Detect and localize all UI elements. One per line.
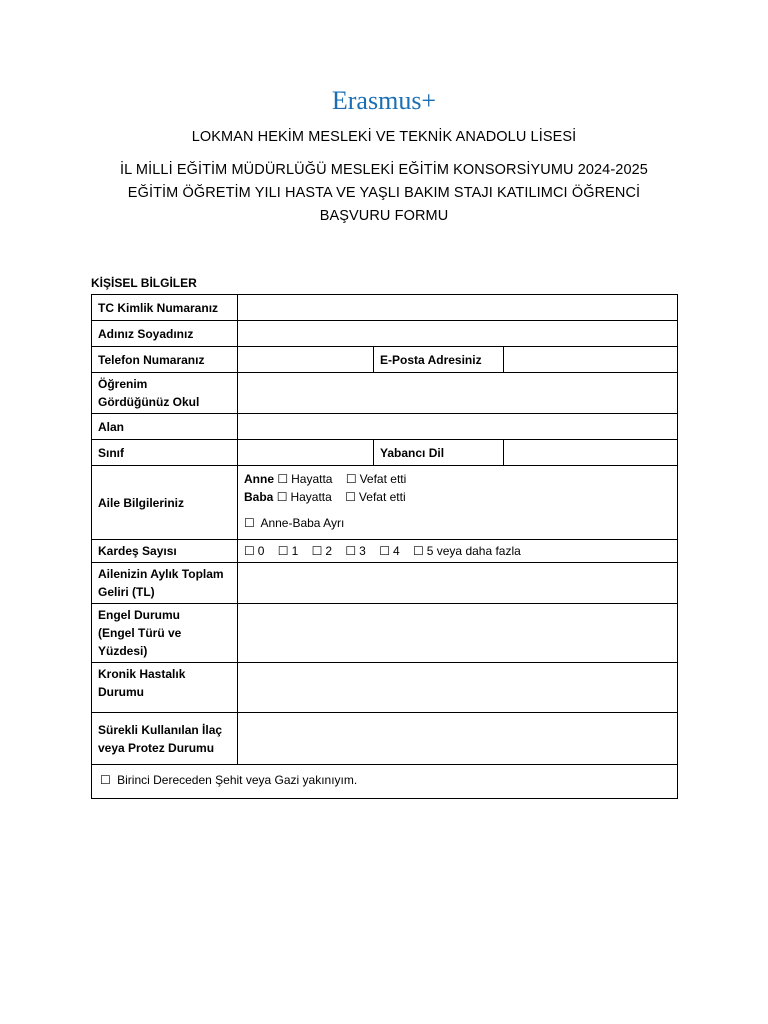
language-label: Yabancı Dil [374,440,504,466]
section-heading: KİŞİSEL BİLGİLER [91,276,197,290]
sibling-option: 2 [325,544,333,558]
checkbox-icon[interactable]: ☐ [345,490,356,504]
divorced-label: Anne-Baba Ayrı [260,516,345,530]
table-row [92,604,678,663]
form-title-line-2: EĞİTİM ÖĞRETİM YILI HASTA VE YAŞLI BAKIM STAJI KATILIMCI ÖĞRENCİ [127,185,641,201]
martyr-label: Birinci Dereceden Şehit veya Gazi yakınıyım. [117,773,358,787]
disability-label: Engel Durumu (Engel Türü ve Yüzdesi) [92,604,238,663]
class-label: Sınıf [92,440,238,466]
email-label: E-Posta Adresiniz [374,347,504,373]
table-row [92,713,678,765]
school-label: Öğrenim Gördüğünüz Okul [92,373,238,414]
siblings-options [238,540,678,563]
checkbox-icon[interactable]: ☐ [244,516,255,530]
chronic-field[interactable] [238,663,678,713]
table-row [92,321,678,347]
checkbox-icon[interactable]: ☐ [345,472,357,486]
class-field[interactable] [238,440,374,466]
tc-field[interactable] [238,295,678,321]
medication-field[interactable] [238,713,678,765]
table-row [92,466,678,540]
sibling-option: 1 [291,544,299,558]
tc-label: TC Kimlik Numaranız [92,295,238,321]
checkbox-icon[interactable]: ☐ [100,773,111,787]
checkbox-icon[interactable]: ☐ [311,544,323,558]
table-row [92,765,678,799]
chronic-label: Kronik Hastalık Durumu [92,663,238,713]
table-row [92,540,678,563]
form-title-line-3: BAŞVURU FORMU [319,208,449,224]
name-field[interactable] [238,321,678,347]
family-label: Aile Bilgileriniz [92,466,238,540]
checkbox-icon[interactable]: ☐ [379,544,390,558]
phone-label: Telefon Numaranız [92,347,238,373]
disability-field[interactable] [238,604,678,663]
field-label: Alan [92,414,238,440]
checkbox-icon[interactable]: ☐ [277,472,289,486]
table-row [92,663,678,713]
father-deceased-label: Vefat etti [358,490,406,504]
income-label: Ailenizin Aylık Toplam Geliri (TL) [92,563,238,604]
personal-info-table [91,294,678,799]
school-name: LOKMAN HEKİM MESLEKİ VE TEKNİK ANADOLU LİSESİ [191,129,577,145]
sibling-option: 0 [257,544,265,558]
checkbox-icon[interactable]: ☐ [277,544,289,558]
table-row [92,295,678,321]
martyr-row [92,765,678,799]
table-row [92,440,678,466]
erasmus-logo: Erasmus+ [331,86,437,115]
sibling-option: 3 [359,544,366,558]
siblings-label: Kardeş Sayısı [92,540,238,563]
mother-alive-label: Hayatta [291,472,333,486]
income-field[interactable] [238,563,678,604]
mother-deceased-label: Vefat etti [359,472,407,486]
sibling-option: 4 [392,544,400,558]
school-field[interactable] [238,373,678,414]
sibling-option: 5 veya daha fazla [426,544,521,558]
medication-label: Sürekli Kullanılan İlaç veya Protez Durumu [92,713,238,765]
mother-label: Anne [244,472,274,486]
phone-field[interactable] [238,347,374,373]
table-row [92,347,678,373]
father-alive-label: Hayatta [290,490,332,504]
table-row [92,373,678,414]
name-label: Adınız Soyadınız [92,321,238,347]
checkbox-icon[interactable]: ☐ [412,544,424,558]
language-field[interactable] [504,440,678,466]
table-row [92,563,678,604]
father-label: Baba [244,490,274,504]
checkbox-icon[interactable]: ☐ [276,490,288,504]
checkbox-icon[interactable]: ☐ [244,544,255,558]
table-row [92,414,678,440]
email-field[interactable] [504,347,678,373]
checkbox-icon[interactable]: ☐ [345,544,357,558]
form-title-line-1: İL MİLLİ EĞİTİM MÜDÜRLÜĞÜ MESLEKİ EĞİTİM KONSORSİYUMU 2024-2025 [120,162,648,178]
family-options [238,466,678,540]
field-field[interactable] [238,414,678,440]
